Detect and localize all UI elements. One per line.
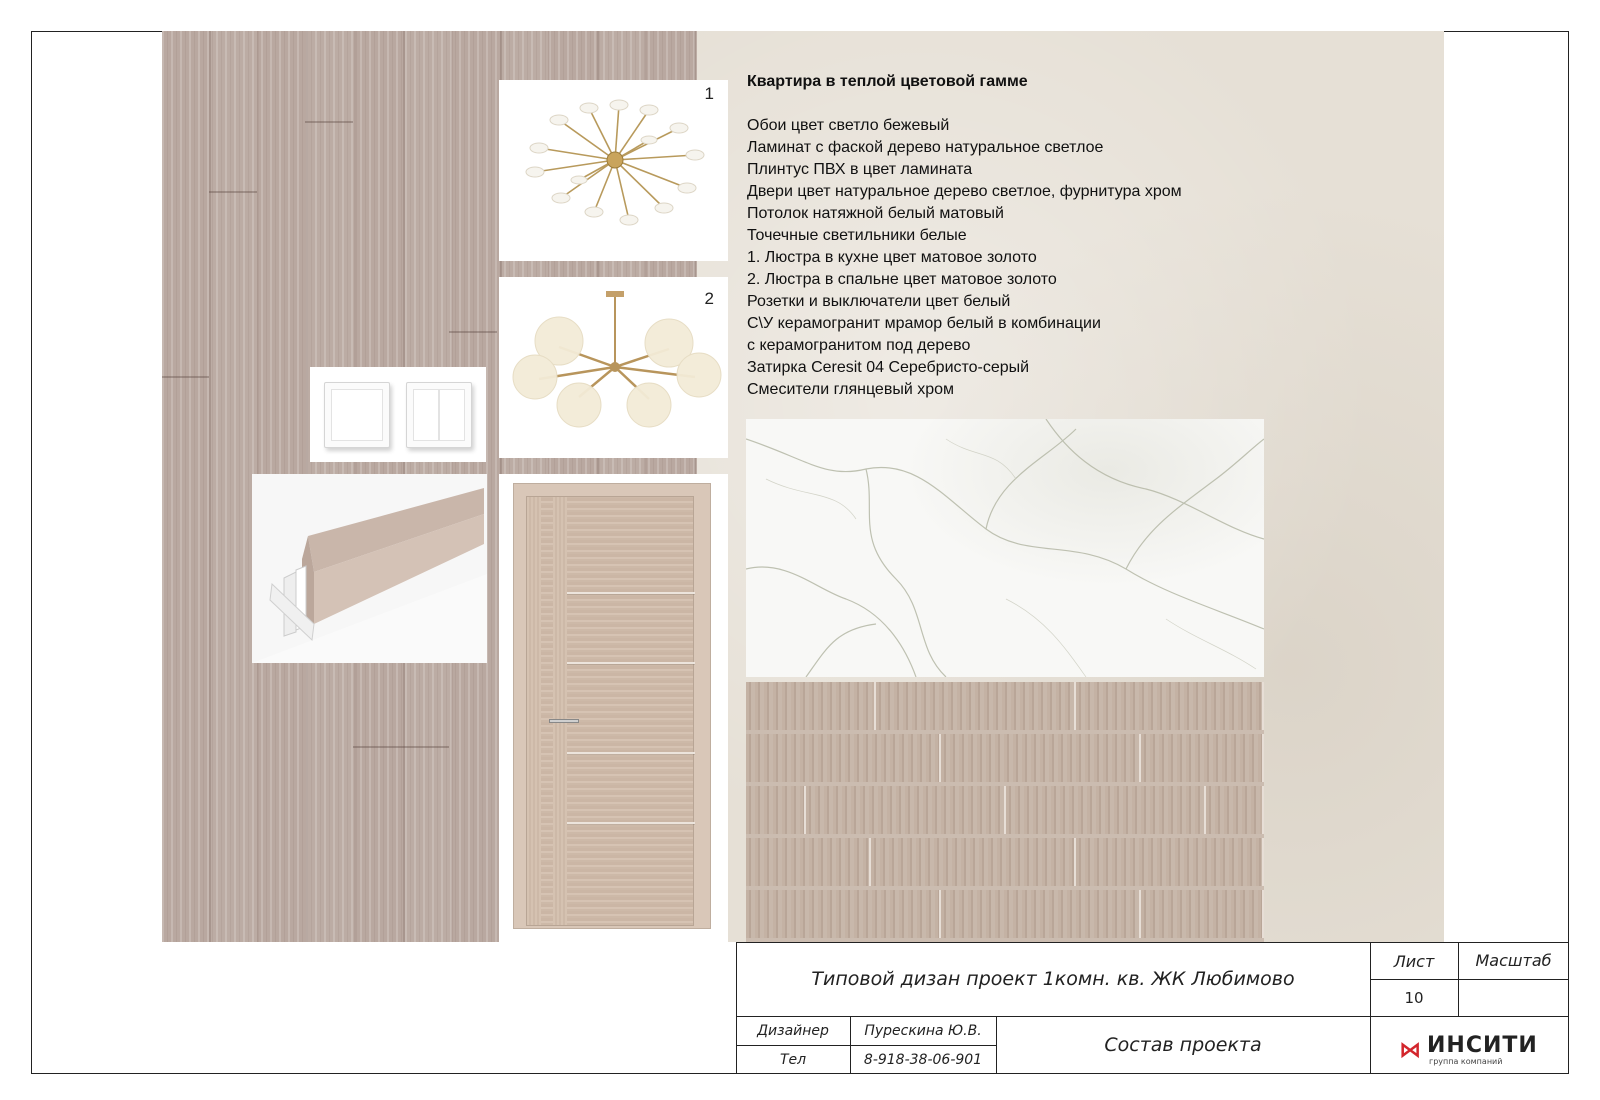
description-line: Точечные светильники белые <box>747 227 967 244</box>
description-line: Ламинат с фаской дерево натуральное светлое <box>747 139 1104 156</box>
laminate-seam <box>353 746 449 748</box>
company-logo <box>1399 1028 1549 1072</box>
description-line: С\У керамогранит мрамор белый в комбинации <box>747 315 1101 332</box>
scale-label: Масштаб <box>1475 951 1552 970</box>
section-title: Состав проекта <box>1104 1034 1262 1056</box>
description-line: Затирка Ceresit 04 Серебристо-серый <box>747 359 1030 376</box>
designer-name: Пурескина Ю.В. <box>864 1022 982 1039</box>
description-line: 2. Люстра в спальне цвет матовое золото <box>747 271 1057 288</box>
door-handle-icon <box>549 719 579 723</box>
scale-value <box>1458 979 1569 1016</box>
single-switch-icon <box>324 382 390 448</box>
description-line: Смесители глянцевый хром <box>747 381 955 398</box>
description-line: Двери цвет натуральное дерево светлое, фурнитура хром <box>747 183 1182 200</box>
laminate-seam <box>449 331 497 333</box>
chandelier-2-image <box>499 277 728 458</box>
moodboard <box>162 31 1444 942</box>
description-line: Розетки и выключатели цвет белый <box>747 293 1011 310</box>
description-line: Потолок натяжной белый матовый <box>747 205 1004 222</box>
laminate-seam <box>209 191 257 193</box>
laminate-seam <box>162 376 209 378</box>
logo-subtitle: группа компаний <box>1429 1056 1503 1066</box>
skirting-board-image <box>252 474 487 663</box>
wood-tile-image <box>746 682 1264 942</box>
switches-image <box>310 367 486 462</box>
project-title: Типовой дизан проект 1комн. кв. ЖК Любимово <box>811 968 1295 990</box>
door-leaf <box>526 496 694 926</box>
description-title: Квартира в теплой цветовой гамме <box>747 73 1028 90</box>
chandelier-sputnik-icon <box>499 80 728 261</box>
designer-label: Дизайнер <box>757 1022 829 1039</box>
sheet-number: 10 <box>1404 988 1424 1007</box>
door-image <box>499 474 728 942</box>
description-line: с керамогранитом под дерево <box>747 337 971 354</box>
marble-tile-image <box>746 419 1264 677</box>
description-line: Плинтус ПВХ в цвет ламината <box>747 161 973 178</box>
chandelier-1-number: 1 <box>704 84 714 103</box>
chandelier-globes-icon <box>499 277 728 458</box>
logo-bowtie-icon: ⋈ <box>1399 1037 1421 1063</box>
skirting-profile-icon <box>252 474 487 663</box>
laminate-seam <box>305 121 353 123</box>
materials-description <box>747 73 1347 401</box>
phone-value: 8-918-38-06-901 <box>863 1051 983 1068</box>
chandelier-1-image <box>499 80 728 261</box>
marble-veins-icon <box>746 419 1264 677</box>
description-line: Обои цвет светло бежевый <box>747 117 950 134</box>
logo-name: ИНСИТИ <box>1427 1032 1538 1058</box>
chandelier-2-number: 2 <box>704 289 714 308</box>
sheet-label: Лист <box>1393 952 1435 971</box>
phone-label: Тел <box>779 1051 807 1068</box>
description-line: 1. Люстра в кухне цвет матовое золото <box>747 249 1037 266</box>
door-frame <box>513 483 711 929</box>
double-switch-icon <box>406 382 472 448</box>
